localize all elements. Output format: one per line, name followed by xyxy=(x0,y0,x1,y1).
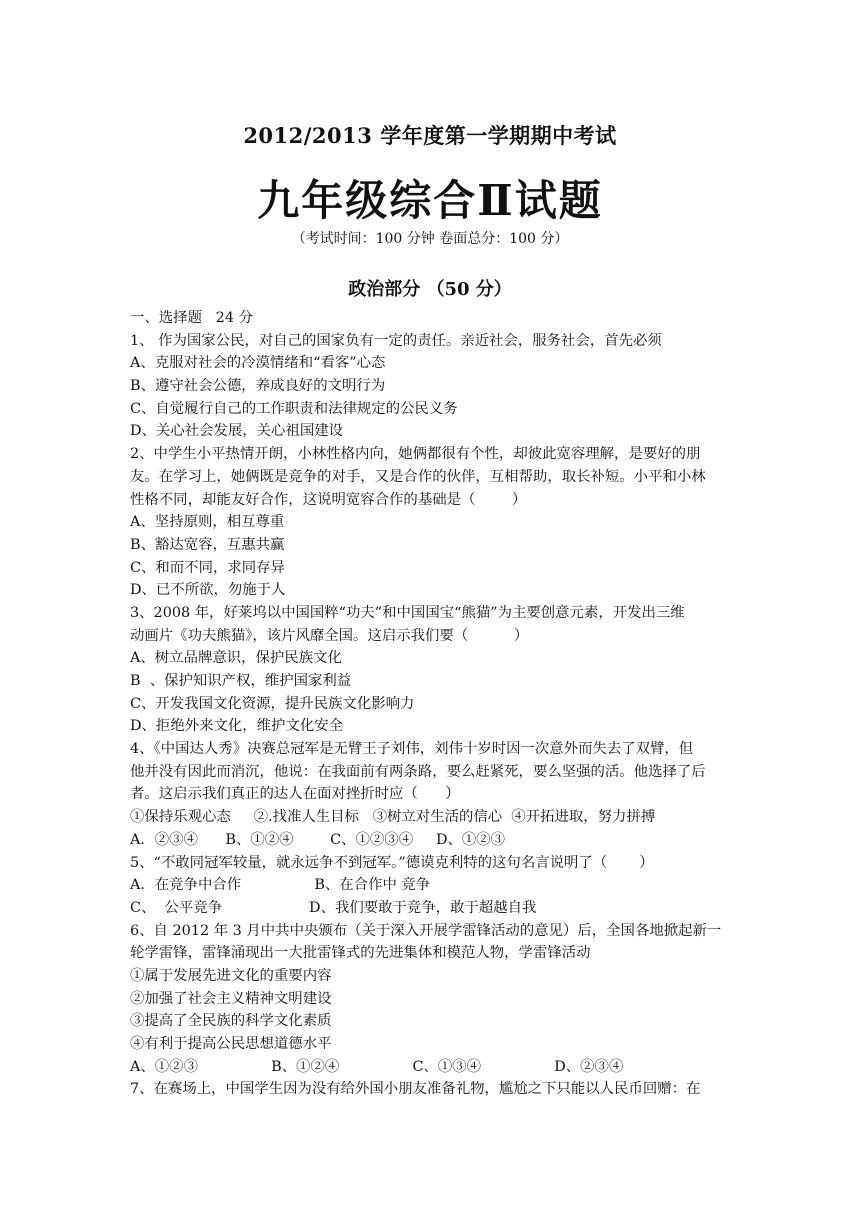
text-line: ①保持乐观心态 ②.找准人生目标 ③树立对生活的信心 ④开拓进取，努力拼搏 xyxy=(130,809,656,826)
text-line: 性格不同，却能友好合作，这说明宽容合作的基础是（ ） xyxy=(130,491,527,508)
text-line: 4、《中国达人秀》决赛总冠军是无臂王子刘伟，刘伟十岁时因一次意外而失去了双臂，但 xyxy=(130,741,694,758)
text-line: B、豁达宽容，互惠共赢 xyxy=(130,536,285,553)
text-line: D、拒绝外来文化，维护文化安全 xyxy=(130,718,344,735)
text-line: A、坚持原则，相互尊重 xyxy=(130,514,285,531)
text-line: 动画片《功夫熊猫》，该片风靡全国。这启示我们要（ ） xyxy=(130,627,529,644)
text-line: ③提高了全民族的科学文化素质 xyxy=(130,1013,332,1030)
question-body xyxy=(130,307,730,1101)
text-line: 7、在赛场上，中国学生因为没有给外国小朋友准备礼物，尴尬之下只能以人民币回赠：在 xyxy=(130,1081,701,1098)
text-line: D、已不所欲，勿施于人 xyxy=(130,582,286,599)
text-line: 1、 作为国家公民，对自己的国家负有一定的责任。亲近社会，服务社会，首先必须 xyxy=(130,332,662,349)
text-line: A、树立品牌意识，保护民族文化 xyxy=(130,650,342,667)
text-line: C、自觉履行自己的工作职责和法律规定的公民义务 xyxy=(130,400,458,417)
exam-info: （考试时间：100 分钟 卷面总分：100 分） xyxy=(291,231,569,247)
text-line: 5、“不敢同冠军较量，就永远争不到冠军。”德谟克利特的这句名言说明了（ ） xyxy=(130,854,654,871)
text-line: A、克服对社会的冷漠情绪和“看客”心态 xyxy=(130,355,386,372)
text-line: B、遵守社会公德，养成良好的文明行为 xyxy=(130,378,386,395)
text-line: 友。在学习上，她俩既是竞争的对手，又是合作的伙伴，互相帮助，取长补短。小平和小林 xyxy=(130,468,706,485)
text-line: 6、自 2012 年 3 月中共中央颁布（关于深入开展学雷锋活动的意见）后，全国各地掀起新一 xyxy=(130,922,722,939)
text-line: ④有利于提高公民思想道德水平 xyxy=(130,1036,332,1052)
exam-term-heading: 2012/2013 学年度第一学期期中考试 xyxy=(243,123,617,148)
text-line: C、和而不同，求同存异 xyxy=(130,559,285,576)
text-line: 者。这启示我们真正的达人在面对挫折时应（ ） xyxy=(130,786,460,803)
text-line: A．在竞争中合作 B、在合作中 竞争 xyxy=(130,877,431,894)
text-line: B 、保护知识产权，维护国家利益 xyxy=(130,673,352,689)
text-line: 2、中学生小平热情开朗，小林性格内向，她俩都很有个性，却彼此宽容理解，是要好的朋 xyxy=(130,446,701,463)
paper-title: 九年级综合Ⅱ试题 xyxy=(257,176,603,225)
text-line: 轮学雷锋，雷锋涌现出一大批雷锋式的先进集体和模范人物，学雷锋活动 xyxy=(130,945,591,962)
text-line: ②加强了社会主义精神文明建设 xyxy=(130,990,332,1007)
part-heading: 一、选择题 24 分 xyxy=(130,310,253,326)
text-line: A、①②③ B、①②④ C、①③④ D、②③④ xyxy=(130,1058,624,1075)
text-line: D、关心社会发展，关心祖国建设 xyxy=(130,423,344,440)
text-line: ①属于发展先进文化的重要内容 xyxy=(130,967,332,984)
section-title: 政治部分 （50 分） xyxy=(348,279,512,300)
text-line: C、 公平竞争 D、我们要敢于竞争，敢于超越自我 xyxy=(130,899,537,916)
text-line: A．②③④ B、①②④ C、①②③④ D、①②③ xyxy=(130,831,506,848)
text-line: C、开发我国文化资源，提升民族文化影响力 xyxy=(130,695,415,712)
text-line: 3、2008 年，好莱坞以中国国粹“功夫”和中国国宝“熊猫”为主要创意元素，开发出三维 xyxy=(130,604,685,621)
text-line: 他并没有因此而消沉，他说：在我面前有两条路，要么赶紧死，要么坚强的活。他选择了后 xyxy=(130,763,706,780)
